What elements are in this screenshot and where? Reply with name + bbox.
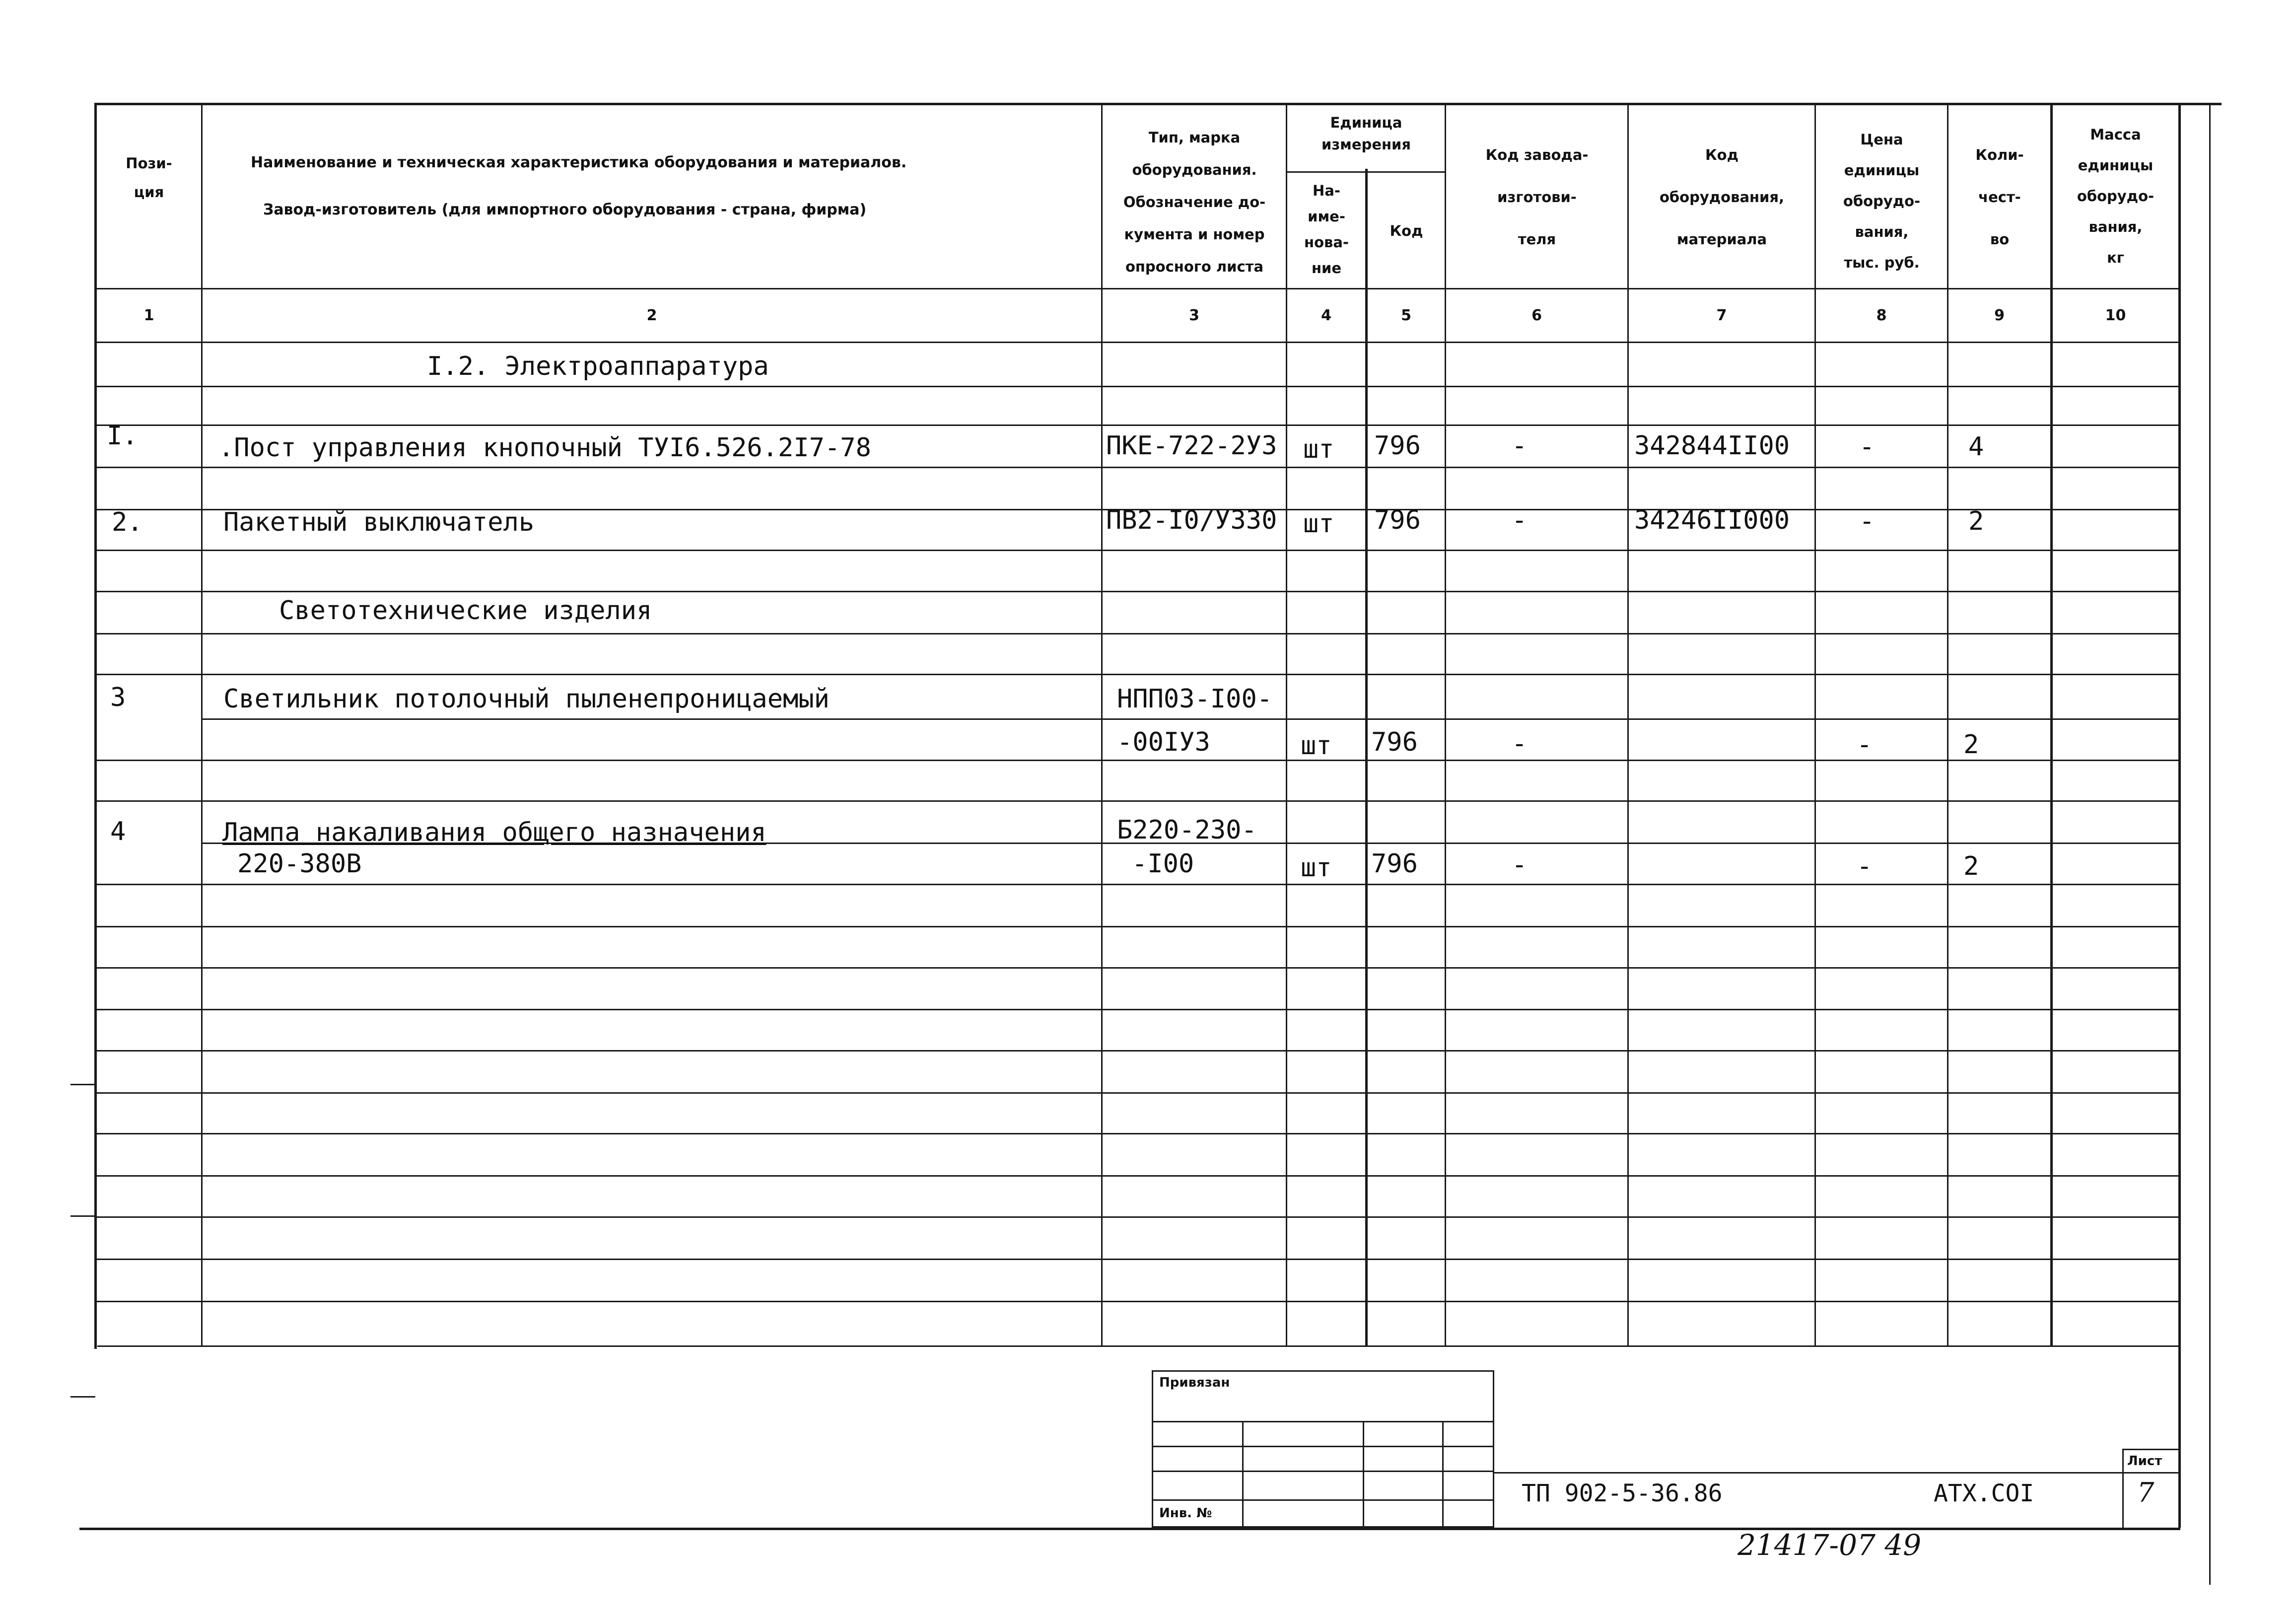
row-line [95, 1009, 2179, 1010]
row-line [95, 1050, 2179, 1052]
row-2-type: ПВ2-I0/У330 [1106, 505, 1277, 535]
row-line [95, 967, 2179, 969]
header-position: Пози- ция [126, 155, 172, 201]
binding-tick [70, 1084, 95, 1085]
row-2-unit-code: 796 [1374, 505, 1421, 535]
row-line [95, 1092, 2179, 1094]
row-3-unit-code: 796 [1371, 727, 1418, 757]
header-unit-name: На- име- нова- ние [1304, 182, 1349, 277]
row-2-price: - [1859, 506, 1875, 536]
header-qty: Коли- чест- во [1975, 146, 2024, 248]
row-1-position: I. [107, 421, 138, 451]
row-4-name-line1: Лампа накаливания общего назначения [222, 818, 766, 847]
stamp-line [1363, 1421, 1364, 1528]
row-1-unit-code: 796 [1374, 431, 1421, 461]
row-line [95, 386, 2179, 387]
row-line [95, 1175, 2179, 1177]
row-3-qty: 2 [1963, 730, 1979, 760]
handwritten-note: 21417-07 49 [1738, 1528, 1922, 1562]
row-2-unit: шт [1303, 509, 1334, 539]
row-line [95, 1259, 2179, 1260]
row-1-qty: 4 [1968, 432, 1984, 462]
row-line [95, 926, 2179, 927]
row-2-qty: 2 [1968, 506, 1984, 536]
column-number: 1 [143, 306, 154, 324]
row-line [201, 718, 2179, 720]
numbers-divider [95, 342, 2179, 343]
frame-right-outer-border [2209, 105, 2211, 1585]
subsection-title: Светотехнические изделия [279, 596, 652, 626]
header-type: Тип, марка оборудования. Обозначение до- кумента и номер опросного листа [1123, 129, 1266, 275]
column-number: 6 [1531, 306, 1542, 324]
unit-group-divider [1287, 171, 1446, 173]
frame-top-border [94, 103, 2222, 105]
row-3-position: 3 [110, 683, 126, 712]
row-4-unit-code: 796 [1371, 849, 1418, 879]
binding-tick [70, 1396, 95, 1398]
column-number: 7 [1716, 306, 1727, 324]
sheet-code: АТХ.СОI [1934, 1479, 2034, 1507]
title-block-line [2122, 1449, 2124, 1528]
document-code: ТП 902-5-36.86 [1522, 1479, 1723, 1507]
row-4-factory-code: - [1512, 850, 1528, 880]
row-4-name-line2: 220-380В [237, 849, 362, 879]
row-line [95, 1133, 2179, 1134]
header-divider [95, 288, 2179, 289]
column-number: 4 [1321, 306, 1331, 324]
row-3-type-line2: -00IУЗ [1117, 727, 1210, 757]
row-1-unit: шт [1303, 434, 1334, 464]
stamp-inv-no: Инв. № [1159, 1506, 1212, 1521]
column-number: 10 [2105, 306, 2126, 324]
frame-left-border [94, 103, 97, 1349]
row-line [95, 800, 2179, 802]
row-1-material-code: 342844II00 [1634, 431, 1790, 461]
row-line [95, 1301, 2179, 1302]
header-factory-code: Код завода- изготови- теля [1485, 146, 1589, 248]
row-2-position: 2. [112, 507, 143, 537]
row-2-name: Пакетный выключатель [223, 507, 535, 537]
column-number: 5 [1401, 306, 1411, 324]
header-material-code: Код оборудования, материала [1659, 146, 1785, 248]
binding-tick [70, 1215, 95, 1217]
stamp-privyazan: Привязан [1159, 1375, 1230, 1390]
sheet-label: Лист [2127, 1454, 2162, 1469]
row-line [95, 1216, 2179, 1218]
row-line [95, 884, 2179, 885]
column-number: 2 [646, 306, 657, 324]
header-unit-code: Код [1390, 222, 1423, 239]
header-unit-group: Единица измерения [1322, 114, 1411, 153]
col-line [1365, 169, 1368, 1346]
row-3-unit: шт [1301, 731, 1332, 761]
row-line [95, 550, 2179, 551]
section-title: I.2. Электроаппаратура [427, 352, 769, 381]
column-number: 8 [1876, 306, 1887, 324]
table-bottom-border [97, 1345, 2179, 1347]
sheet-number: 7 [2137, 1477, 2155, 1508]
row-1-factory-code: - [1512, 431, 1528, 461]
stamp-line [1242, 1421, 1244, 1528]
row-1-name: .Пост управления кнопочный ТУI6.526.2I7-78 [218, 433, 871, 463]
row-line [95, 467, 2179, 468]
header-name-line2: Завод-изготовитель (для импортного оборудования - страна, фирма) [263, 201, 867, 218]
frame-right-border [2178, 103, 2181, 1528]
header-name-line1: Наименование и техническая характеристика оборудования и материалов. [251, 154, 907, 171]
stamp-line [1442, 1421, 1444, 1528]
column-number: 3 [1189, 306, 1199, 324]
row-4-type-line2: -I00 [1132, 849, 1194, 879]
column-number: 9 [1994, 306, 2005, 324]
title-block-line [2122, 1449, 2179, 1450]
row-2-factory-code: - [1512, 505, 1528, 535]
title-block-line [1494, 1472, 2179, 1474]
row-4-type-line1: Б220-230- [1117, 815, 1257, 845]
row-2-material-code: 34246II000 [1634, 505, 1790, 535]
row-line [95, 633, 2179, 634]
row-3-type-line1: НПП03-I00- [1117, 684, 1273, 714]
row-4-unit: шт [1301, 853, 1332, 883]
row-3-factory-code: - [1512, 729, 1528, 759]
row-1-price: - [1859, 432, 1875, 462]
row-4-qty: 2 [1963, 851, 1979, 881]
row-4-price: - [1857, 851, 1873, 881]
row-4-position: 4 [110, 817, 126, 846]
row-3-price: - [1857, 730, 1873, 760]
row-line [95, 760, 2179, 761]
row-1-type: ПКЕ-722-2УЗ [1106, 431, 1277, 461]
row-3-name: Светильник потолочный пыленепроницаемый [223, 684, 830, 714]
row-line [95, 591, 2179, 592]
header-price: Цена единицы оборудо- вания, тыс. руб. [1843, 131, 1921, 271]
row-line [95, 424, 2179, 426]
row-line [95, 674, 2179, 675]
header-mass: Масса единицы оборудо- вания, кг [2077, 126, 2155, 266]
